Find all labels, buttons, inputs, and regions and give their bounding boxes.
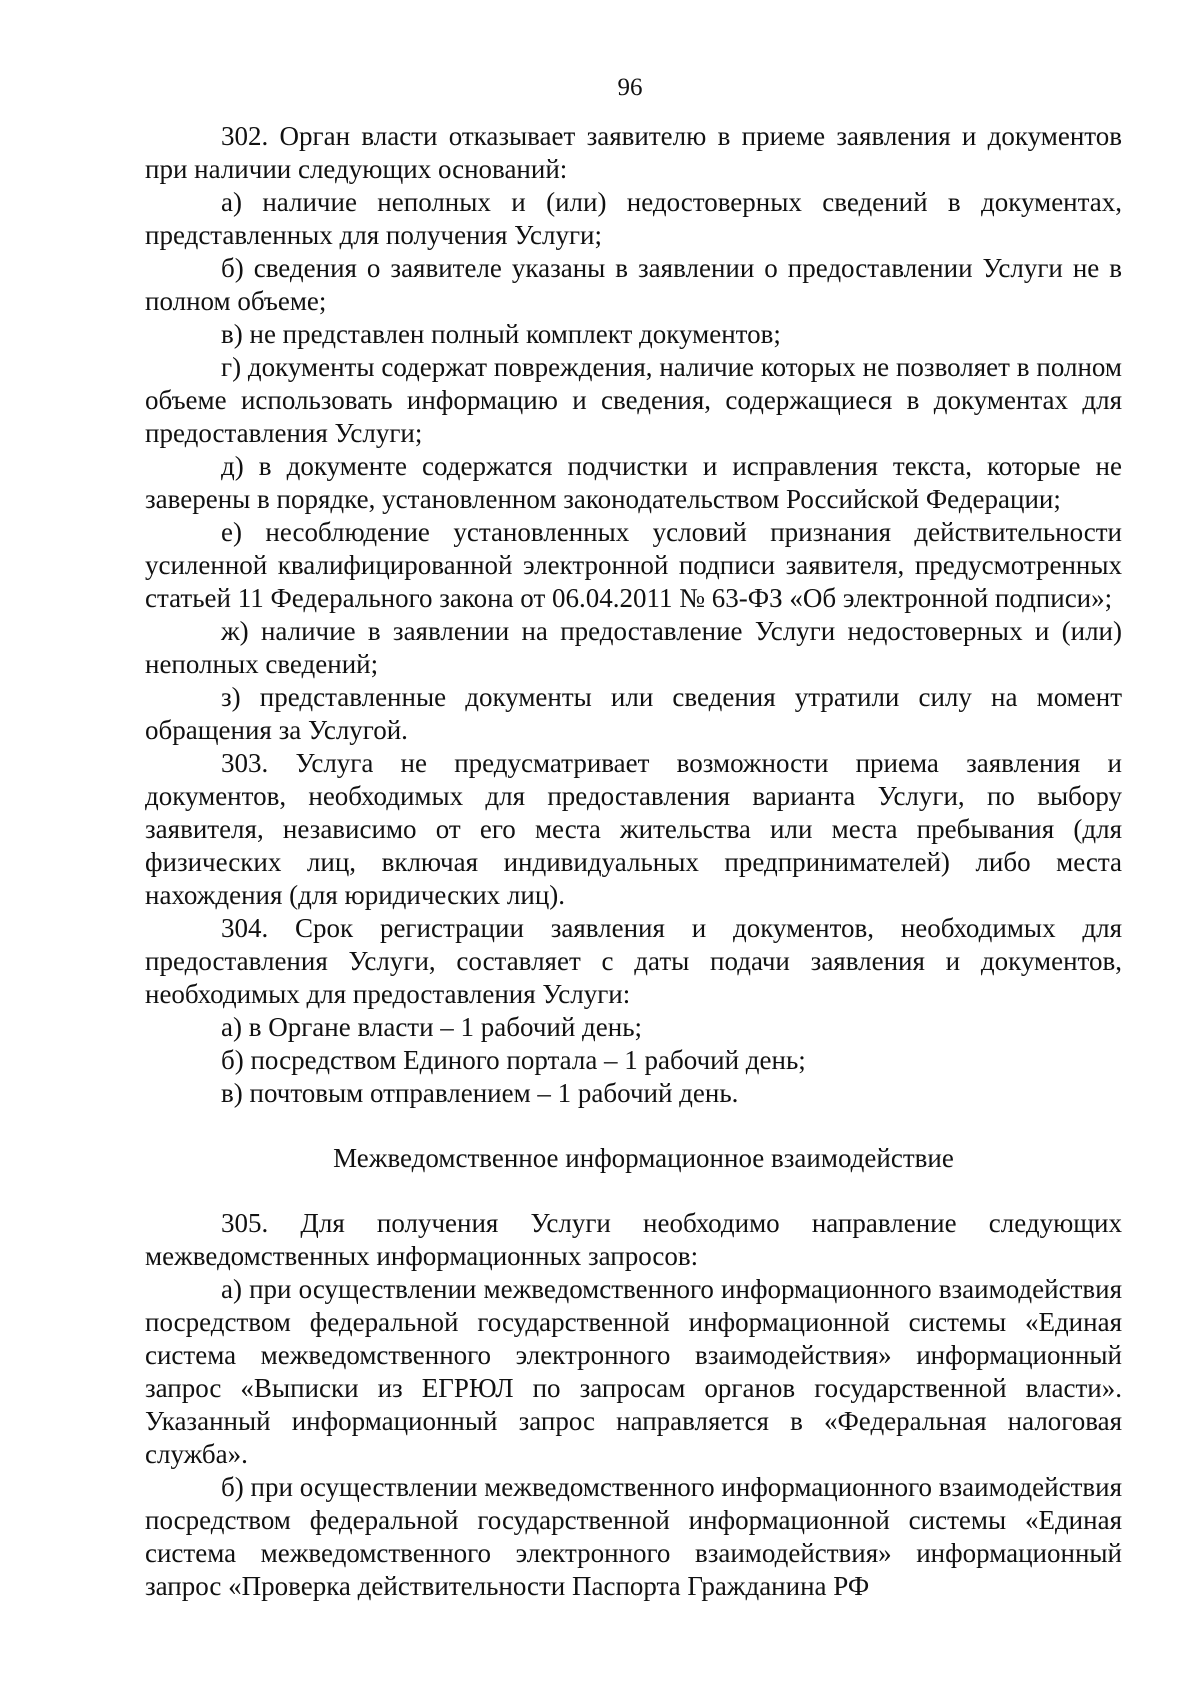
section-heading: Межведомственное информационное взаимодействие bbox=[333, 1143, 954, 1173]
paragraph-304-b: б) посредством Единого портала – 1 рабочий день; bbox=[221, 1045, 806, 1075]
paragraph-305-b: б) при осуществлении межведомственного информационного взаимодействия посредством федеральной государственной информационной системы «Единая система межведомственного электронного взаимодействия» информационный запрос «Проверка действительности Паспорта Гражданина РФ bbox=[145, 1472, 1122, 1601]
paragraph-305-a: а) при осуществлении межведомственного информационного взаимодействия посредством федеральной государственной информационной системы «Единая система межведомственного электронного взаимодействия» информационный запрос «Выписки из ЕГРЮЛ по запросам органов государственной власти». Указанный информационный запрос направляется в «Федеральная налоговая служба». bbox=[145, 1274, 1122, 1469]
paragraph-302-e: е) несоблюдение установленных условий признания действительности усиленной квалифицированной электронной подписи заявителя, предусмотренных статьей 11 Федерального закона от 06.04.2011 № 63-ФЗ «Об электронной подписи»; bbox=[145, 517, 1122, 613]
paragraph-302-a: а) наличие неполных и (или) недостоверных сведений в документах, представленных для получения Услуги; bbox=[145, 187, 1122, 250]
paragraph-302-v: в) не представлен полный комплект документов; bbox=[221, 319, 781, 349]
paragraph-304-v: в) почтовым отправлением – 1 рабочий день. bbox=[221, 1078, 739, 1108]
document-body bbox=[145, 120, 1122, 1603]
paragraph-304-a: а) в Органе власти – 1 рабочий день; bbox=[221, 1012, 643, 1042]
paragraph-302-d: д) в документе содержатся подчистки и исправления текста, которые не заверены в порядке, установленном законодательством Российской Федерации; bbox=[145, 451, 1122, 514]
paragraph-302-z: з) представленные документы или сведения утратили силу на момент обращения за Услугой. bbox=[145, 682, 1122, 745]
paragraph-302-zh: ж) наличие в заявлении на предоставление Услуги недостоверных и (или) неполных сведений; bbox=[145, 616, 1122, 679]
paragraph-305: 305. Для получения Услуги необходимо направление следующих межведомственных информационных запросов: bbox=[145, 1208, 1122, 1271]
page-number: 96 bbox=[617, 74, 643, 101]
paragraph-302: 302. Орган власти отказывает заявителю в приеме заявления и документов при наличии следующих оснований: bbox=[145, 121, 1122, 184]
paragraph-302-g: г) документы содержат повреждения, наличие которых не позволяет в полном объеме использовать информацию и сведения, содержащиеся в документах для предоставления Услуги; bbox=[145, 352, 1122, 448]
paragraph-303: 303. Услуга не предусматривает возможности приема заявления и документов, необходимых для предоставления варианта Услуги, по выбору заявителя, независимо от его места жительства или места пребывания (для физических лиц, включая индивидуальных предпринимателей) либо места нахождения (для юридических лиц). bbox=[145, 748, 1122, 910]
paragraph-302-b: б) сведения о заявителе указаны в заявлении о предоставлении Услуги не в полном объеме; bbox=[145, 253, 1122, 316]
paragraph-304: 304. Срок регистрации заявления и документов, необходимых для предоставления Услуги, составляет с даты подачи заявления и документов, необходимых для предоставления Услуги: bbox=[145, 913, 1122, 1009]
